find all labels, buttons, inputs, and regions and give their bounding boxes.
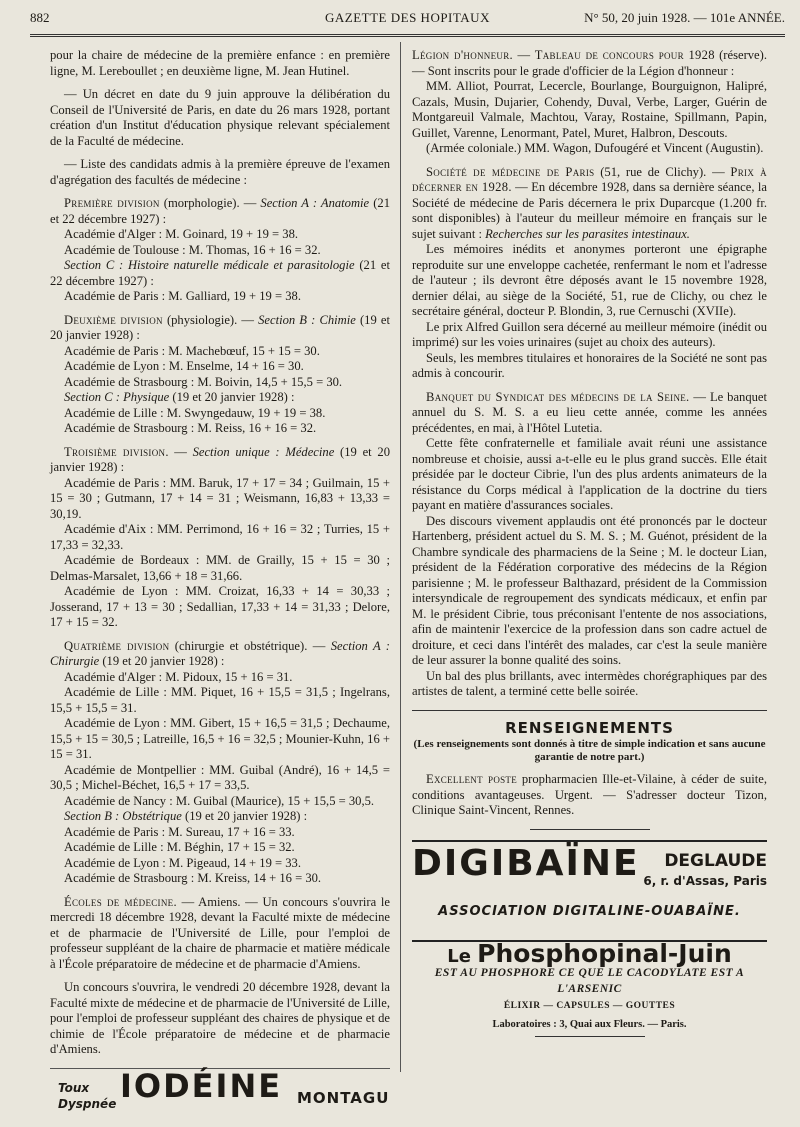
paragraph: Le prix Alfred Guillon sera décerné au meilleur mémoire (inédit ou imprimé) sur les voies urinaires (sujet au choix des auteurs).	[412, 319, 767, 349]
result-line: Académie de Lyon : M. Pigeaud, 14 + 19 = 33.	[64, 855, 302, 870]
paragraph: — Liste des candidats admis à la première épreuve de l'examen d'agrégation des facultés de médecine :	[50, 157, 390, 187]
left-column	[50, 48, 390, 1127]
section-heading	[50, 258, 390, 289]
section-rule	[412, 710, 767, 711]
ornament-rule	[530, 829, 650, 830]
result-paragraph: Académie de Lyon : MM. Gibert, 15 + 16,5 = 31,5 ; Dechaume, 15,5 + 15 = 30,5 ; Latreille, 16,5 + 16 = 32,5 ; Mounier-Kuhn, 16 + 15 = 31.	[50, 716, 390, 761]
ecoles-text: — Amiens. — Un concours s'ouvrira le mercredi 18 décembre 1928, devant la Faculté mixte de médecine et de pharmacie de l'Université de Lille, pour l'emploi de professeur suppléant de la chaire de pharmacie et matière médicale à l'École préparatoire de médecine et de pharmacie d'Amiens.	[50, 894, 390, 971]
section-dates: (19 et 20 janvier 1928) :	[181, 809, 308, 823]
legion-text: (réserve). — Sont inscrits pour le grade d'officier de la Légion d'honneur :	[412, 48, 767, 78]
result-line: Académie de Strasbourg : M. Boivin, 14,5 + 15,5 = 30.	[64, 374, 343, 389]
issue-info: N° 50, 20 juin 1928. — 101e ANNÉE.	[584, 10, 785, 25]
banquet-text: — Le banquet annuel du S. M. S. a eu lieu cette année, comme les années précédentes, en mai, à l'Hôtel Lutetia.	[412, 389, 768, 435]
paragraph: Un bal des plus brillants, avec intermèdes chorégraphiques par des artistes de talent, a terminé cette belle soirée.	[412, 668, 767, 698]
ad-tagline: EST AU PHOSPHORE CE QUE LE CACODYLATE EST A L'ARSENIC	[434, 967, 745, 995]
digibaine-advert	[412, 840, 767, 919]
ad-product-name: DIGIBAÏNE	[412, 842, 640, 884]
ad-line-toux: Toux	[58, 1080, 90, 1095]
ad-brand: MONTAGU	[297, 1088, 390, 1107]
result-line: Académie d'Alger : M. Goinard, 19 + 19 = 38.	[64, 227, 299, 241]
prix-text: — En décembre 1928, dans sa dernière séance, la Société de médecine de Paris décernera le prix Duparcque (1.200 fr. sont disponibles) à l'auteur du meilleur mémoire en français sur le sujet suivant :	[412, 180, 767, 241]
phosphopinal-advert	[412, 940, 767, 1038]
result-paragraph: Académie de Montpellier : MM. Guibal (André), 16 + 14,5 = 30,5 ; Michel-Béchet, 16,5 + 17 = 33,5.	[50, 762, 390, 792]
renseignement-item	[412, 772, 767, 819]
result-line: Académie d'Alger : M. Pidoux, 15 + 16 = 31.	[64, 669, 293, 684]
result-paragraph: Académie de Paris : MM. Baruk, 17 + 17 = 34 ; Guilmain, 15 + 15 = 30 ; Gutmann, 17 + 14 = 31 ; Weismann, 16,83 + 13,33 = 30,19.	[50, 475, 390, 521]
section-label: Section B : Chimie	[258, 312, 356, 327]
page-number: 882	[30, 10, 50, 25]
section-label: Section unique : Médecine	[192, 444, 335, 459]
section-heading	[50, 809, 390, 825]
paragraph: Un concours s'ouvrira, le vendredi 20 décembre 1928, devant la Faculté mixte de médecine et de pharmacie de l'Université de Lille, pour l'emploi de professeur suppléant des chaires de physique et de chimie de l'École préparatoire de médecine et de pharmacie d'Amiens.	[50, 980, 390, 1056]
banquet-notice	[412, 390, 767, 437]
division-text: (chirurgie et obstétrique). —	[169, 638, 331, 653]
renseignements-note: (Les renseignements sont donnés à titre de simple indication et sans aucune garantie de notre part.)	[413, 738, 766, 763]
section-label: Section B : Obstétrique	[64, 809, 182, 823]
section-label: Section C : Physique	[64, 390, 170, 404]
legion-label: Légion d'honneur. — Tableau de concours pour 1928	[412, 48, 715, 62]
societe-text: (51, rue de Clichy). —	[594, 164, 731, 179]
section-label: Section A : Chirurgie	[50, 638, 390, 668]
division-heading	[50, 445, 390, 476]
division-label: Première division	[64, 196, 160, 210]
result-paragraph: Académie de Bordeaux : MM. de Grailly, 15 + 15 = 30 ; Delmas-Marsalet, 13,66 + 18 = 31,66.	[50, 553, 390, 583]
prix-subject: Recherches sur les parasites intestinaux.	[485, 226, 690, 241]
division-label: Quatrième division	[64, 638, 170, 653]
paragraph: Seuls, les membres titulaires et honoraires de la Société ne sont pas admis à concourir.	[412, 350, 767, 380]
paragraph: Les mémoires inédits et anonymes porteront une épigraphe reproduite sur une enveloppe cachetée, renfermant le nom et l'adresse de l'auteur ; ils devront être déposés avant le 15 novembre 1928, dernier délai, au siège de la Société, 51, rue de Clichy, ou chez le secrétaire général, docteur P. Blondin, 3, rue Cernuschi (XVIIe).	[412, 242, 767, 318]
result-line: Académie de Lille : M. Swyngedauw, 19 + 19 = 38.	[64, 405, 326, 420]
section-dates: (21 et 22 décembre 1927) :	[50, 258, 390, 288]
iodeine-advert	[50, 1068, 390, 1127]
paragraph: Cette fête confraternelle et familiale avait réuni une assistance nombreuse et choisie, aussi a-t-elle eu le plus grand succès. Elle était présidée par le docteur Cibrie, l'un des plus ardents animateurs de la résistance du Corps médical à l'application de la doctrine du tiers payant en matière d'assurances sociales.	[412, 436, 767, 512]
division-heading	[50, 196, 390, 227]
banquet-label: Banquet du Syndicat des médecins de la Seine.	[426, 389, 690, 404]
ecoles-label: Écoles de médecine.	[64, 894, 177, 909]
result-paragraph: Académie d'Aix : MM. Perrimond, 16 + 16 = 32 ; Turries, 15 + 17,33 = 32,33.	[50, 522, 390, 552]
societe-notice	[412, 165, 767, 243]
ad-laboratory: Laboratoires : 3, Quai aux Fleurs. — Paris.	[492, 1018, 687, 1030]
journal-title: GAZETTE DES HOPITAUX	[325, 10, 490, 25]
ad-line-dyspnee: Dyspnée	[58, 1096, 117, 1111]
ad-prefix: Le	[447, 945, 478, 967]
ad-product-name	[412, 938, 767, 968]
result-line: Académie de Paris : M. Machebœuf, 15 + 15 = 30.	[64, 343, 320, 358]
result-line: Académie de Lyon : M. Enselme, 14 + 16 = 30.	[64, 359, 304, 373]
column-divider	[400, 42, 401, 1072]
section-dates: (19 et 20 janvier 1928) :	[169, 390, 295, 404]
societe-label: Société de médecine de Paris	[426, 164, 595, 179]
result-paragraph: Académie de Nancy : M. Guibal (Maurice), 15 + 15,5 = 30,5.	[64, 793, 375, 808]
result-line: Académie de Toulouse : M. Thomas, 16 + 16 = 32.	[64, 242, 321, 257]
division-text: . —	[165, 444, 193, 459]
paragraph: Des discours vivement applaudis ont été prononcés par le docteur Hartenberg, président actuel du S. M. S. ; M. Guénot, président de la Chambre syndicale des pharmaciens de la Seine ; M. le docteur Lian, président de la Fédération corporative des médecins de la Région parisienne ; M. le professeur Balthazard, président de la Commission intersyndicale de regroupement des syndicats médicaux, et enfin par M. le président Cibrie, tous préconisant l'entente de nos associations, afin de maintenir l'exercice de la profession dans son cadre actuel de droiture, et ceci dans l'intérêt des malades, car c'est la seule manière de leur assurer la bonne qualité des soins.	[412, 513, 767, 667]
renseignement-label: Excellent poste	[426, 772, 518, 786]
legion-names: MM. Alliot, Pourrat, Lecercle, Bourlange, Bourguignon, Halipré, Cazals, Musin, Dujarier, Cohendy, Duval, Verbe, Larger, Guérin de Montgareuil Valmale, Machtou, Varay, Rostaine, Spillmann, Papin, Guillet, Varenne, Lenormant, Patel, Muret, Halbron, Descouts.	[412, 79, 767, 140]
section-dates: (21 et 22 décembre 1927) :	[50, 196, 391, 226]
ad-maker: DEGLAUDE	[664, 850, 767, 871]
division-heading	[50, 639, 390, 670]
ad-address: 6, r. d'Assas, Paris	[643, 873, 767, 888]
ad-name: Phosphopinal-Juin	[477, 938, 732, 968]
paragraph: — Un décret en date du 9 juin approuve la délibération du Conseil de l'Université de Paris, en date du 26 mars 1928, portant création d'un Institut d'éducation physique relevant spécialement de la Faculté de médecine.	[50, 87, 390, 148]
section-heading	[50, 390, 390, 406]
legion-notice	[412, 48, 767, 79]
ad-product-name: IODÉINE	[120, 1066, 283, 1105]
ad-association: ASSOCIATION DIGITALINE-OUABAÏNE.	[438, 903, 741, 919]
division-label: Troisième division	[64, 444, 166, 459]
prix-label: Prix à décerner en 1928.	[412, 164, 767, 194]
right-column	[412, 48, 767, 1037]
section-dates: (19 et 20 janvier 1928) :	[50, 312, 390, 342]
ad-forms: ÉLIXIR — CAPSULES — GOUTTES	[503, 1001, 676, 1011]
page-header	[30, 10, 785, 32]
result-line: Académie de Strasbourg : M. Kreiss, 14 + 16 = 30.	[64, 871, 322, 885]
result-paragraph: Académie de Lyon : MM. Croizat, 16,33 + 14 = 30,33 ; Josserand, 17 + 13 = 30 ; Sedallian, 17,33 + 14 = 31,33 ; Delore, 17 + 15 = 32.	[50, 584, 390, 629]
header-rule	[30, 34, 785, 37]
division-heading	[50, 313, 390, 344]
result-paragraph: Académie de Lille : MM. Piquet, 16 + 15,5 = 31,5 ; Ingelrans, 15,5 + 15,5 = 31.	[50, 685, 390, 715]
result-line: Académie de Lille : M. Béghin, 17 + 15 = 32.	[64, 840, 295, 854]
renseignement-text: propharmacien Ille-et-Vilaine, à céder de suite, conditions avantageuses. Urgent. — S'adresser docteur Tizon, Clinique Saint-Vincent, Rennes.	[412, 772, 767, 817]
ecoles-notice	[50, 895, 390, 973]
division-text: (physiologie). —	[162, 312, 259, 327]
section-dates: (19 et 20 janvier 1928) :	[99, 654, 225, 668]
section-label: Section C : Histoire naturelle médicale et parasitologie	[64, 258, 355, 272]
section-dates: (19 et 20 janvier 1928) :	[50, 444, 390, 474]
result-line: Académie de Paris : M. Sureau, 17 + 16 = 33.	[64, 824, 295, 839]
division-text: (morphologie). —	[159, 196, 261, 210]
paragraph: pour la chaire de médecine de la première enfance : en première ligne, M. Lereboullet ; en deuxième ligne, M. Jean Hutinel.	[50, 48, 390, 78]
result-line: Académie de Strasbourg : M. Reiss, 16 + 16 = 32.	[64, 421, 317, 435]
legion-armee: (Armée coloniale.) MM. Wagon, Dufougéré et Vincent (Augustin).	[426, 141, 764, 155]
section-label: Section A : Anatomie	[260, 196, 370, 210]
result-line: Académie de Paris : M. Galliard, 19 + 19 = 38.	[64, 289, 301, 303]
ornament-rule	[535, 1036, 645, 1037]
division-label: Deuxième division	[64, 312, 163, 327]
renseignements-title: RENSEIGNEMENTS	[505, 718, 674, 737]
